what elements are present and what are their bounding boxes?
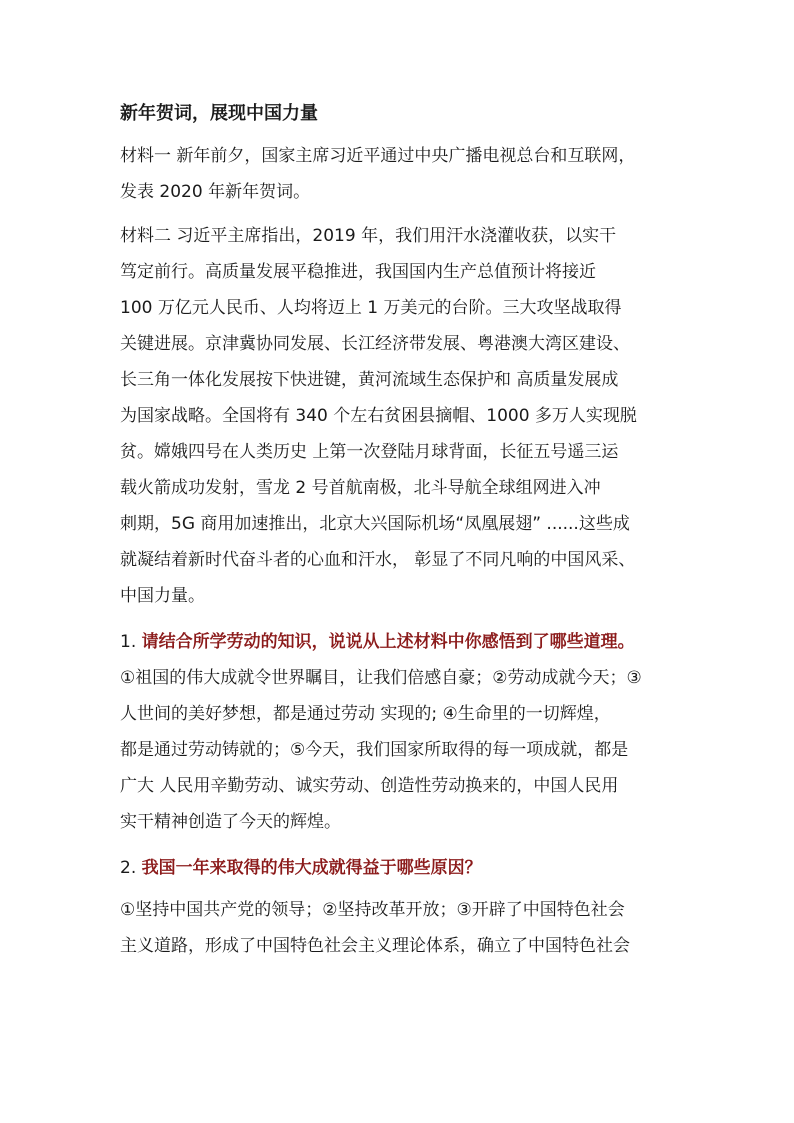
material-2-paragraph bbox=[120, 218, 700, 614]
answer-line: ①祖国的伟大成就令世界瞩目，让我们倍感自豪；②劳动成就今天；③ bbox=[120, 668, 642, 688]
document-page bbox=[120, 96, 700, 972]
paragraph-line: 笃定前行。高质量发展平稳推进，我国国内生产总值预计将接近 bbox=[120, 262, 596, 282]
paragraph-line: 发表 2020 年新年贺词。 bbox=[120, 182, 311, 202]
document-title: 新年贺词，展现中国力量 bbox=[120, 103, 318, 124]
paragraph-line: 贫。嫦娥四号在人类历史 上第一次登陆月球背面，长征五号遥三运 bbox=[120, 442, 619, 462]
answer-1 bbox=[120, 660, 700, 840]
paragraph-line: 材料二 习近平主席指出，2019 年，我们用汗水浇灌收获，以实干 bbox=[120, 226, 617, 246]
answer-line: 广大 人民用辛勤劳动、诚实劳动、创造性劳动换来的，中国人民用 bbox=[120, 776, 619, 796]
paragraph-line: 100 万亿元人民币、人均将迈上 1 万美元的台阶。三大攻坚战取得 bbox=[120, 298, 622, 318]
paragraph-line: 就凝结着新时代奋斗者的心血和汗水， 彰显了不同凡响的中国风采、 bbox=[120, 550, 636, 570]
paragraph-line: 长三角一体化发展按下快进键，黄河流域生态保护和 高质量发展成 bbox=[120, 370, 619, 390]
paragraph-line: 为国家战略。全国将有 340 个左右贫困县摘帽、1000 多万人实现脱 bbox=[120, 406, 637, 426]
material-1-paragraph bbox=[120, 138, 700, 210]
answer-2 bbox=[120, 892, 700, 964]
question-text: 我国一年来取得的伟大成就得益于哪些原因？ bbox=[141, 858, 482, 878]
paragraph-line: 刺期，5G 商用加速推出，北京大兴国际机场“凤凰展翅” ......这些成 bbox=[120, 514, 630, 534]
question-number: 1. bbox=[120, 632, 142, 652]
question-number: 2. bbox=[120, 858, 142, 878]
answer-line: 都是通过劳动铸就的；⑤今天，我们国家所取得的每一项成就，都是 bbox=[120, 740, 629, 760]
question-2 bbox=[120, 850, 700, 886]
question-1 bbox=[120, 624, 700, 660]
answer-line: 人世间的美好梦想，都是通过劳动 实现的; ④生命里的一切辉煌， bbox=[120, 704, 611, 724]
paragraph-line: 关键进展。京津冀协同发展、长江经济带发展、粤港澳大湾区建设、 bbox=[120, 334, 630, 354]
answer-line: 主义道路，形成了中国特色社会主义理论体系，确立了中国特色社会 bbox=[120, 936, 630, 956]
paragraph-line: 材料一 新年前夕，国家主席习近平通过中央广播电视总台和互联网， bbox=[120, 146, 636, 166]
paragraph-line: 中国力量。 bbox=[120, 586, 205, 606]
answer-line: ①坚持中国共产党的领导；②坚持改革开放；③开辟了中国特色社会 bbox=[120, 900, 625, 920]
paragraph-line: 载火箭成功发射，雪龙 2 号首航南极，北斗导航全球组网进入冲 bbox=[120, 478, 601, 498]
answer-line: 实干精神创造了今天的辉煌。 bbox=[120, 812, 341, 832]
question-text: 请结合所学劳动的知识，说说从上述材料中你感悟到了哪些道理。 bbox=[141, 632, 635, 652]
